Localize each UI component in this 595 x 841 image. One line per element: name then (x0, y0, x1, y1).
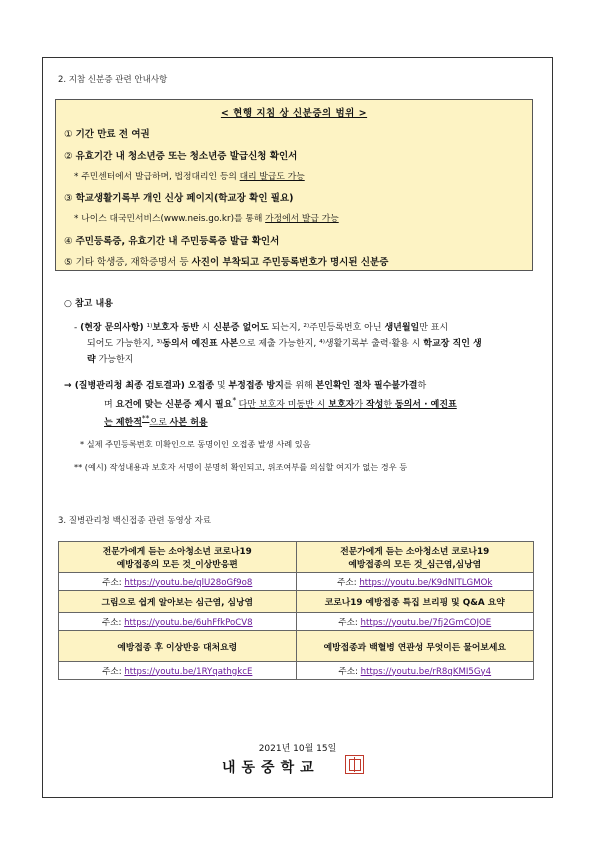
video-link[interactable]: https://youtu.be/1RYqathgkcE (124, 666, 253, 677)
table-row (59, 573, 534, 591)
section2-title: 2. 지참 신분증 관련 안내사항 (58, 75, 168, 85)
video-link[interactable]: https://youtu.be/qlU28oGf9o8 (124, 577, 253, 588)
video-title-cell: 전문가에게 듣는 소아청소년 코로나19 예방접종의 모든 것_심근염,심낭염 (296, 542, 534, 573)
id-item-2-note: * 주민센터에서 발급하며, 법정대리인 등의 대리 발급도 가능 (74, 172, 305, 182)
section3-title: 3. 질병관리청 백신접종 관련 동영상 자료 (58, 516, 211, 526)
video-title-cell: 그림으로 쉽게 알아보는 심근염, 심낭염 (59, 591, 297, 613)
id-scope-box-title: < 현행 지침 상 신분증의 범위 > (220, 108, 368, 119)
video-link[interactable]: https://youtu.be/7fj2GmCOJOE (360, 617, 492, 628)
id-item-1: ① 기간 만료 전 여권 (64, 129, 150, 140)
table-row (59, 591, 534, 613)
id-item-3-note: * 나이스 대국민서비스(www.neis.go.kr)를 통해 가정에서 발급 가능 (74, 214, 339, 224)
id-item-2: ② 유효기간 내 청소년증 또는 청소년증 발급신청 확인서 (64, 151, 298, 162)
id-item-4: ④ 주민등록증, 유효기간 내 주민등록증 발급 확인서 (64, 236, 280, 247)
reference-line-3: 략 가능한지 (87, 355, 134, 365)
review-result-line-1: → (질병관리청 최종 검토결과) 오접종 및 부정접종 방지를 위해 본인확인 절차 필수불가결하 (64, 381, 427, 391)
video-url-cell: 주소: https://youtu.be/K9dNlTLGMOk (296, 573, 534, 591)
table-row (59, 662, 534, 680)
id-scope-box (55, 99, 533, 271)
table-row (59, 542, 534, 573)
video-url-cell: 주소: https://youtu.be/6uhFfkPoCV8 (59, 613, 297, 631)
school-name: 내동중학교 (222, 760, 320, 776)
video-url-cell: 주소: https://youtu.be/1RYqathgkcE (59, 662, 297, 680)
review-result-line-3: 는 제한적**으로 사본 허용 (104, 414, 208, 428)
issue-date: 2021년 10월 15일 (258, 744, 337, 754)
table-row (59, 631, 534, 662)
video-title-cell: 예방접종과 백혈병 연관성 무엇이든 물어보세요 (296, 631, 534, 662)
video-link[interactable]: https://youtu.be/rR8qKMI5Gy4 (360, 666, 492, 677)
id-item-5: ⑤ 기타 학생증, 재학증명서 등 사진이 부착되고 주민등록번호가 명시된 신분증 (64, 257, 389, 268)
footnote-1: * 실제 주민등록번호 미확인으로 동명이인 오접종 발생 사례 있음 (80, 439, 311, 449)
video-link[interactable]: https://youtu.be/K9dNlTLGMOk (359, 577, 493, 588)
reference-line-1: - (현장 문의사항) ¹⁾보호자 동반 시 신분증 없어도 되는지, ²⁾주민등록번호 아닌 생년월일만 표시 (74, 323, 449, 333)
video-link[interactable]: https://youtu.be/6uhFfkPoCV8 (124, 617, 253, 628)
school-seal-icon (345, 755, 364, 774)
video-resources-table (58, 541, 534, 680)
table-row (59, 613, 534, 631)
reference-line-2: 되어도 가능한지, ³⁾동의서 예진표 사본으로 제출 가능한지, ⁴⁾생활기록부 출력·활용 시 학교장 직인 생 (87, 339, 482, 349)
review-result-line-2: 며 요건에 맞는 신분증 제시 필요* 다만 보호자 미동반 시 보호자가 작성한 동의서 · 예진표 (104, 396, 457, 410)
video-title-cell: 예방접종 후 이상반응 대처요령 (59, 631, 297, 662)
video-url-cell: 주소: https://youtu.be/7fj2GmCOJOE (296, 613, 534, 631)
id-item-3: ③ 학교생활기록부 개인 신상 페이지(학교장 확인 필요) (64, 193, 294, 204)
video-url-cell: 주소: https://youtu.be/rR8qKMI5Gy4 (296, 662, 534, 680)
video-title-cell: 코로나19 예방접종 특집 브리핑 및 Q&A 요약 (296, 591, 534, 613)
video-url-cell: 주소: https://youtu.be/qlU28oGf9o8 (59, 573, 297, 591)
video-title-cell: 전문가에게 듣는 소아청소년 코로나19 예방접종의 모든 것_이상반응편 (59, 542, 297, 573)
footnote-2: ** (예시) 작성내용과 보호자 서명이 분명히 확인되고, 위조여부를 의심할 여지가 없는 경우 등 (74, 462, 408, 472)
reference-heading: ○ 참고 내용 (64, 299, 113, 309)
